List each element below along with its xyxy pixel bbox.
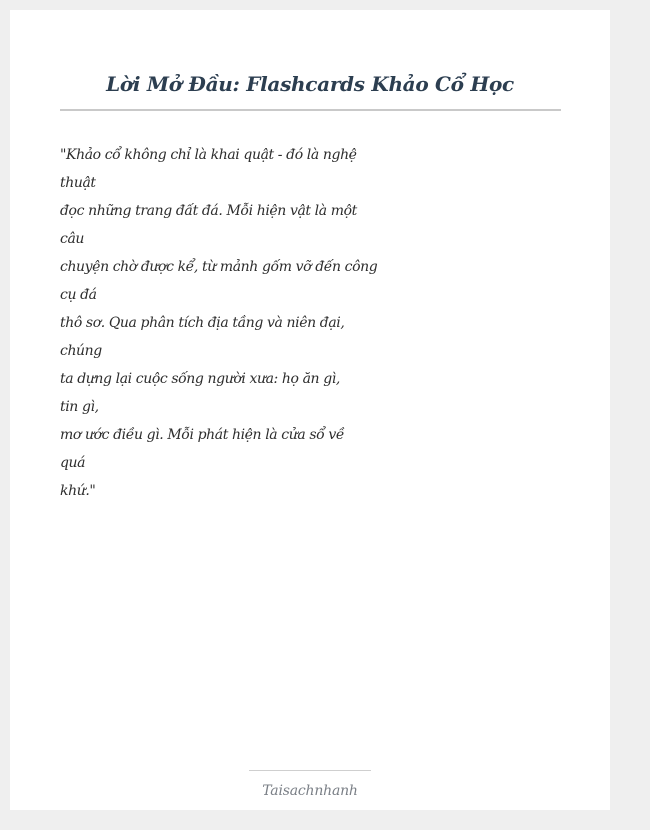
footer-brand: Taisachnhanh — [262, 783, 358, 799]
footer-divider — [249, 770, 371, 771]
quote-line: "Khảo cổ không chỉ là khai quật - đó là nghệ — [60, 147, 357, 163]
quote-line: câu — [60, 231, 85, 247]
quote-line: thuật — [60, 175, 96, 191]
quote-line: mơ ước điều gì. Mỗi phát hiện là cửa sổ về — [60, 427, 345, 443]
quote-line: ta dựng lại cuộc sống người xưa: họ ăn gì, — [60, 371, 340, 387]
document-page — [10, 10, 610, 810]
quote-line: chuyện chờ được kể, từ mảnh gốm vỡ đến công — [60, 259, 378, 275]
quote-line: khứ." — [60, 483, 96, 499]
quote-line: thô sơ. Qua phân tích địa tầng và niên đại, — [60, 315, 345, 331]
intro-quote — [60, 141, 378, 505]
quote-line: chúng — [60, 343, 102, 359]
quote-line: quá — [60, 455, 86, 471]
title-divider — [60, 109, 561, 111]
quote-line: cụ đá — [60, 287, 97, 303]
quote-line: đọc những trang đất đá. Mỗi hiện vật là một — [60, 203, 357, 219]
page-title: Lời Mở Đầu: Flashcards Khảo Cổ Học — [106, 72, 514, 96]
quote-line: tin gì, — [60, 399, 99, 415]
